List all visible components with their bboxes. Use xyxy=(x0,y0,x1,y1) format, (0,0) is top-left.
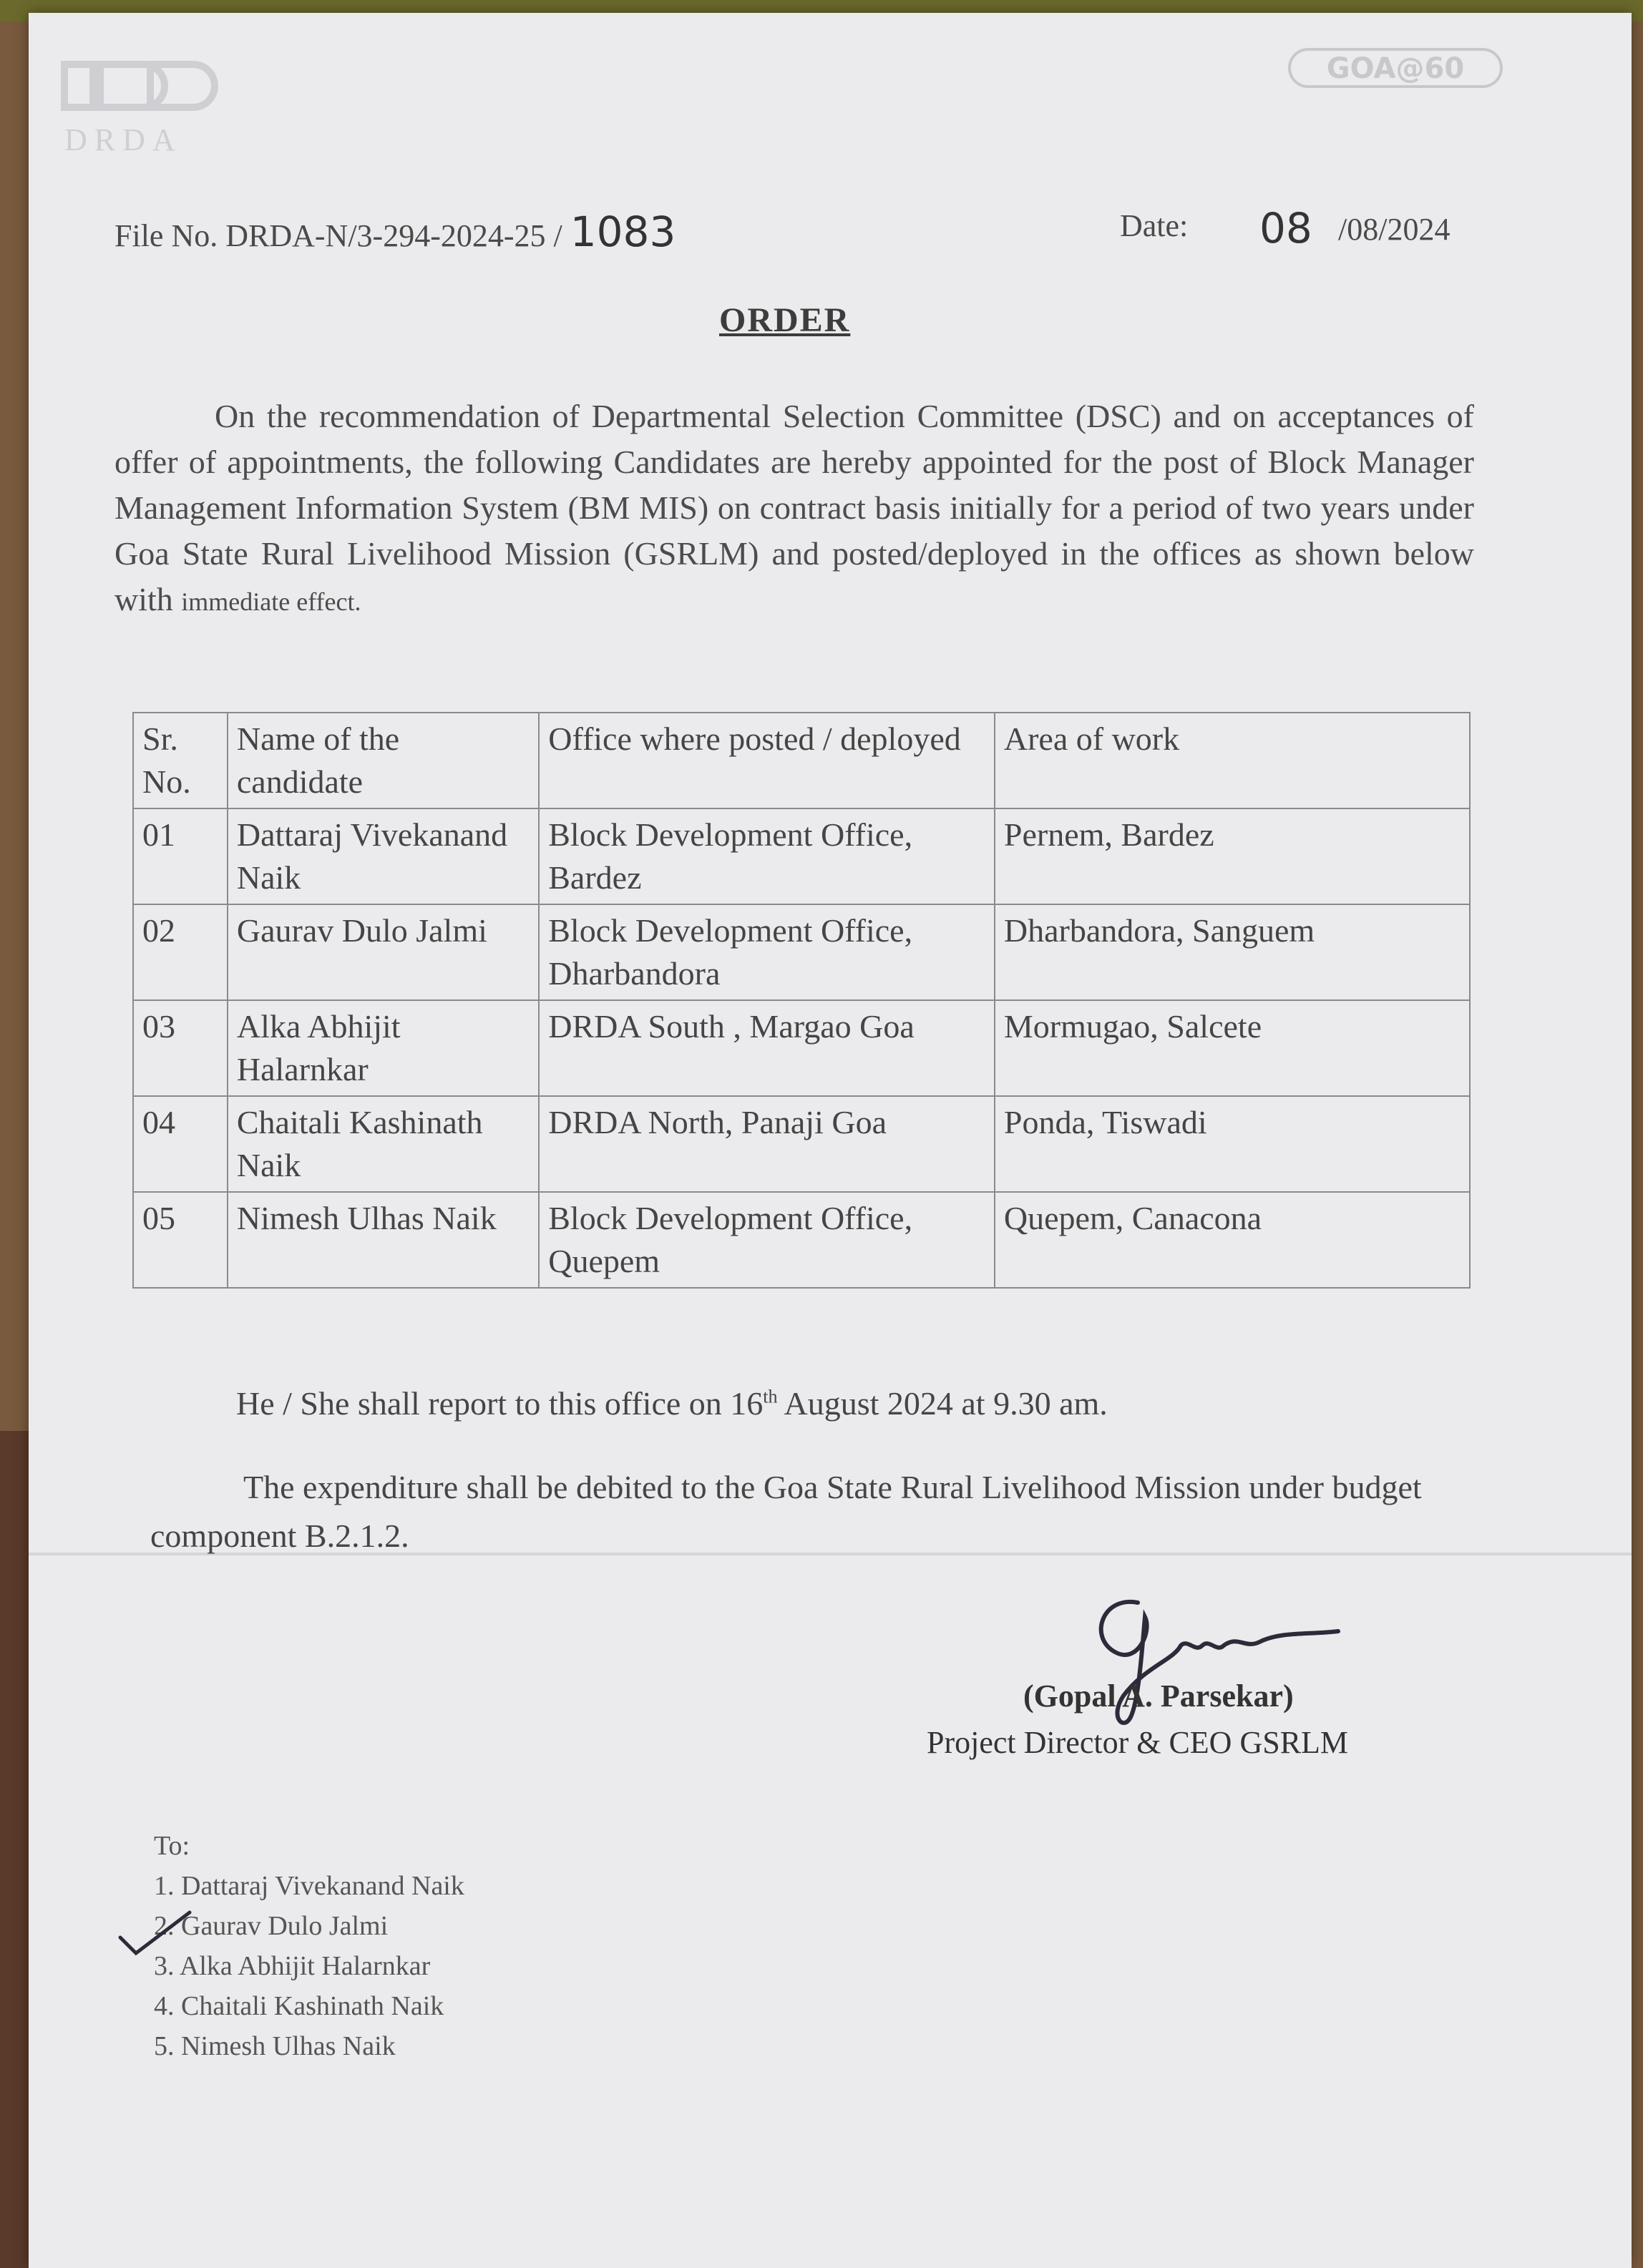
signatory-name: (Gopal A. Parsekar) xyxy=(1023,1678,1294,1714)
cell-name: Chaitali Kashinath Naik xyxy=(228,1096,539,1192)
list-item: 5. Nimesh Ulhas Naik xyxy=(154,2031,396,2061)
expenditure-note: The expenditure shall be debited to the Goa State Rural Livelihood Mission under budget component B.2.1.2. xyxy=(150,1469,1422,1554)
svg-text:DRDA: DRDA xyxy=(64,122,182,157)
cell-sr: 05 xyxy=(133,1192,228,1288)
cell-sr: 03 xyxy=(133,1000,228,1096)
table-header-row xyxy=(133,713,1470,808)
list-item: 1. Dattaraj Vivekanand Naik xyxy=(154,1871,464,1901)
cell-office: DRDA South , Margao Goa xyxy=(539,1000,995,1096)
report-text-after: August 2024 at 9.30 am. xyxy=(777,1385,1108,1422)
file-number-label: File No. DRDA-N/3-294-2024-25 / xyxy=(114,218,562,253)
cell-name: Dattaraj Vivekanand Naik xyxy=(228,808,539,904)
cell-name: Nimesh Ulhas Naik xyxy=(228,1192,539,1288)
order-paragraph-main: On the recommendation of Departmental Selection Committee (DSC) and on acceptances of offer of appointments, the following Candidates are hereby appointed for the post of Block Manager Management Information System (BM MIS) on contract basis initially for a period of two years under Goa State Rural Livelihood Mission (GSRLM) and posted/deployed in the offices as shown below with xyxy=(114,398,1474,617)
col-header-sr: Sr. No. xyxy=(133,713,228,808)
table-row xyxy=(133,1192,1470,1288)
order-paragraph-tail: immediate effect. xyxy=(181,587,361,616)
cell-name: Alka Abhijit Halarnkar xyxy=(228,1000,539,1096)
recipients-label: To: xyxy=(154,1831,190,1861)
col-header-area: Area of work xyxy=(995,713,1470,808)
file-number-handwritten: 1083 xyxy=(570,207,676,256)
cell-area: Quepem, Canacona xyxy=(995,1192,1470,1288)
date-month-year: /08/2024 xyxy=(1338,212,1451,247)
list-item: 2. Gaurav Dulo Jalmi xyxy=(154,1911,389,1941)
reporting-instruction xyxy=(236,1384,1108,1422)
report-ordinal: th xyxy=(763,1386,778,1407)
list-item: 4. Chaitali Kashinath Naik xyxy=(154,1991,444,2021)
svg-text:GOA@60: GOA@60 xyxy=(1326,52,1465,85)
drda-logo-watermark xyxy=(57,50,243,165)
table-row xyxy=(133,1096,1470,1192)
report-text-before: He / She shall report to this office on 16 xyxy=(236,1385,764,1422)
checkmark-icon xyxy=(114,1909,193,1959)
cell-sr: 04 xyxy=(133,1096,228,1192)
table-row xyxy=(133,808,1470,904)
date-label: Date: xyxy=(1120,208,1189,243)
cell-sr: 02 xyxy=(133,904,228,1000)
cell-area: Pernem, Bardez xyxy=(995,808,1470,904)
table-row xyxy=(133,1000,1470,1096)
recipients-list xyxy=(154,1866,464,2066)
appointment-table xyxy=(132,712,1471,1289)
date-day-handwritten: 08 xyxy=(1259,204,1312,253)
order-title: ORDER xyxy=(719,301,851,339)
cell-area: Mormugao, Salcete xyxy=(995,1000,1470,1096)
cell-office: Block Development Office, Quepem xyxy=(539,1192,995,1288)
col-header-name: Name of the candidate xyxy=(228,713,539,808)
list-item: 3. Alka Abhijit Halarnkar xyxy=(154,1951,431,1981)
order-paragraph xyxy=(114,394,1474,625)
table-row xyxy=(133,904,1470,1000)
cell-area: Dharbandora, Sanguem xyxy=(995,904,1470,1000)
file-number xyxy=(114,207,676,256)
goa60-emblem-watermark xyxy=(1288,47,1503,89)
cell-area: Ponda, Tiswadi xyxy=(995,1096,1470,1192)
cell-name: Gaurav Dulo Jalmi xyxy=(228,904,539,1000)
signatory-designation: Project Director & CEO GSRLM xyxy=(927,1725,1349,1760)
cell-office: DRDA North, Panaji Goa xyxy=(539,1096,995,1192)
cell-office: Block Development Office, Dharbandora xyxy=(539,904,995,1000)
cell-office: Block Development Office, Bardez xyxy=(539,808,995,904)
cell-sr: 01 xyxy=(133,808,228,904)
col-header-office: Office where posted / deployed xyxy=(539,713,995,808)
